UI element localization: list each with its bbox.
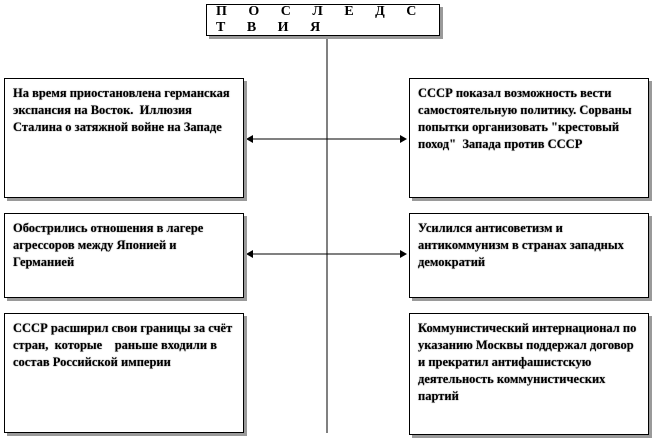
- consequence-text-right-2: Усилился антисоветизм и антикоммунизм в странах западных демократий: [418, 221, 627, 269]
- title-box: [206, 4, 440, 36]
- consequence-box-right-1: [409, 78, 649, 198]
- consequence-box-right-3: [409, 313, 649, 435]
- consequence-text-left-1: На время приостановлена германская экспансия на Восток. Иллюзия Сталина о затяжной войне на Западе: [13, 86, 236, 134]
- title-text: П О С Л Е Д С Т В И Я: [216, 4, 426, 35]
- consequence-box-left-3: [4, 313, 244, 433]
- consequence-text-right-3: Коммунистический интернационал по указанию Москвы поддержал договор и прекратил антифашистскую деятельность коммунистических партий: [418, 321, 640, 403]
- consequence-text-left-2: Обострились отношения в лагере агрессоров между Японией и Германией: [13, 221, 207, 269]
- consequence-text-right-1: СССР показал возможность вести самостоятельную политику. Сорваны попытки организовать "крестовый поход" Запада против СССР: [418, 86, 635, 151]
- consequence-box-right-2: [409, 213, 649, 298]
- consequence-box-left-2: [4, 213, 244, 298]
- consequence-box-left-1: [4, 78, 244, 198]
- consequence-text-left-3: СССР расширил свои границы за счёт стран, которые раньше входили в состав Российской империи: [13, 321, 236, 369]
